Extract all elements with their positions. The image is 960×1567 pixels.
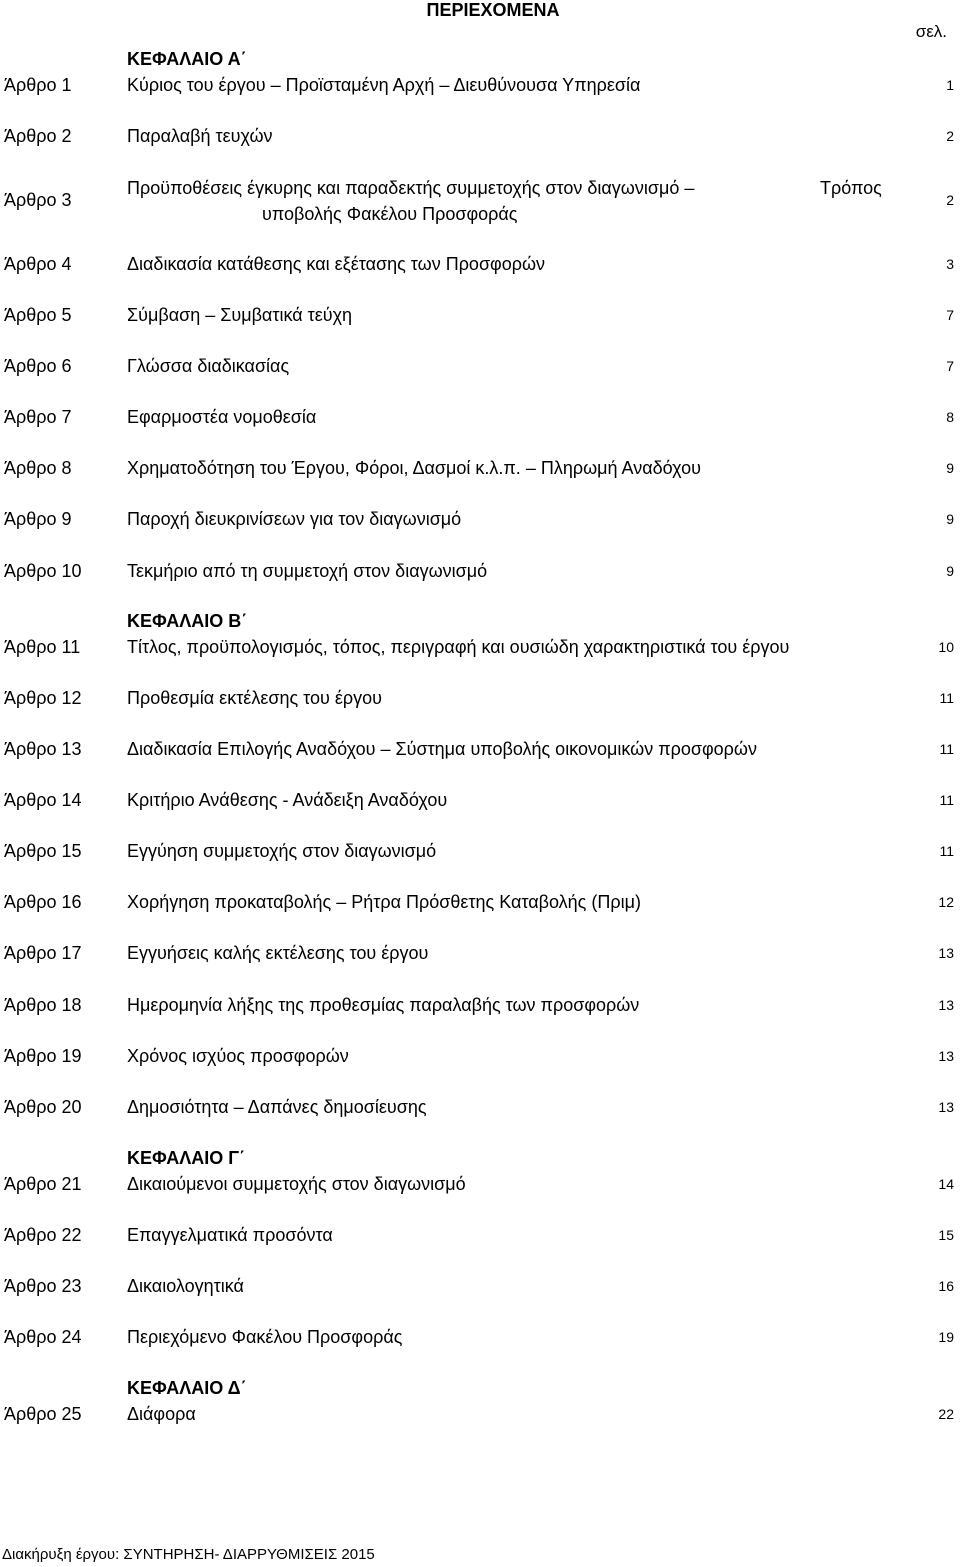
page-number: 22: [938, 1406, 954, 1422]
chapter-heading: ΚΕΦΑΛΑΙΟ Β΄: [127, 611, 248, 631]
article-title: Γλώσσα διαδικασίας: [127, 356, 290, 376]
article-title: Προθεσμία εκτέλεσης του έργου: [127, 688, 382, 708]
page-number: 12: [938, 894, 954, 910]
article-number: Άρθρο 16: [4, 892, 82, 912]
article-title: Διαδικασία Επιλογής Αναδόχου – Σύστημα υποβολής οικονομικών προσφορών: [127, 739, 757, 759]
page-title: ΠΕΡΙΕΧΟΜΕΝΑ: [426, 0, 560, 20]
page-number: 11: [939, 741, 954, 757]
page-number: 9: [946, 460, 954, 476]
page-number: 15: [938, 1227, 954, 1243]
article-title: Εγγύηση συμμετοχής στον διαγωνισμό: [127, 841, 437, 861]
article-number: Άρθρο 22: [4, 1225, 82, 1245]
article-number: Άρθρο 14: [4, 790, 82, 810]
chapter-heading: ΚΕΦΑΛΑΙΟ Δ΄: [127, 1378, 247, 1398]
article-title: Εγγυήσεις καλής εκτέλεσης του έργου: [127, 943, 429, 963]
article-number: Άρθρο 8: [4, 458, 72, 478]
article-number: Άρθρο 2: [4, 126, 72, 146]
article-title: Παροχή διευκρινίσεων για τον διαγωνισμό: [127, 509, 462, 529]
article-title: Παραλαβή τευχών: [127, 126, 273, 146]
article-number: Άρθρο 11: [4, 637, 81, 657]
page-number: 11: [939, 843, 954, 859]
page-number: 19: [938, 1329, 954, 1345]
page-number: 10: [938, 639, 954, 655]
page-number: 13: [938, 1099, 954, 1115]
article-number: Άρθρο 7: [4, 407, 72, 427]
article-title: Περιεχόμενο Φακέλου Προσφοράς: [127, 1327, 403, 1347]
page-number: 1: [946, 77, 954, 93]
article-title: Χρηματοδότηση του Έργου, Φόροι, Δασμοί κ.λ.π. – Πληρωμή Αναδόχου: [127, 458, 701, 478]
page-number: 3: [946, 256, 954, 272]
article-number: Άρθρο 3: [4, 190, 72, 210]
page-column-label: σελ.: [915, 22, 947, 41]
article-number: Άρθρο 15: [4, 841, 82, 861]
article-number: Άρθρο 1: [4, 75, 72, 95]
page-number: 13: [938, 945, 954, 961]
chapter-heading: ΚΕΦΑΛΑΙΟ Α΄: [127, 49, 247, 69]
article-number: Άρθρο 9: [4, 509, 72, 529]
article-title: Τεκμήριο από τη συμμετοχή στον διαγωνισμό: [127, 561, 488, 581]
article-title: Διαδικασία κατάθεσης και εξέτασης των Προσφορών: [127, 254, 546, 274]
article-title: Προϋποθέσεις έγκυρης και παραδεκτής συμμετοχής στον διαγωνισμό –: [127, 178, 695, 198]
article-title: Εφαρμοστέα νομοθεσία: [127, 407, 317, 427]
article-number: Άρθρο 12: [4, 688, 82, 708]
article-number: Άρθρο 21: [4, 1174, 82, 1194]
page-number: 2: [946, 128, 954, 144]
page-number: 9: [946, 511, 954, 527]
page-number: 11: [939, 792, 954, 808]
article-number: Άρθρο 17: [4, 943, 82, 963]
article-title: Δημοσιότητα – Δαπάνες δημοσίευσης: [127, 1097, 427, 1117]
article-number: Άρθρο 6: [4, 356, 72, 376]
page-number: 7: [946, 358, 954, 374]
article-title-continuation: Τρόπος: [820, 178, 882, 198]
page-number: 13: [938, 997, 954, 1013]
article-number: Άρθρο 19: [4, 1046, 82, 1066]
article-title: Διάφορα: [127, 1404, 196, 1424]
article-number: Άρθρο 20: [4, 1097, 82, 1117]
article-title: Χορήγηση προκαταβολής – Ρήτρα Πρόσθετης Καταβολής (Πριμ): [127, 892, 641, 912]
article-number: Άρθρο 23: [4, 1276, 82, 1296]
page-number: 13: [938, 1048, 954, 1064]
article-title: Χρόνος ισχύος προσφορών: [127, 1046, 349, 1066]
article-title: Τίτλος, προϋπολογισμός, τόπος, περιγραφή και ουσιώδη χαρακτηριστικά του έργου: [127, 637, 790, 657]
page-number: 9: [946, 563, 954, 579]
article-number: Άρθρο 24: [4, 1327, 82, 1347]
article-title: Σύμβαση – Συμβατικά τεύχη: [127, 305, 353, 325]
article-number: Άρθρο 10: [4, 561, 82, 581]
article-title: Ημερομηνία λήξης της προθεσμίας παραλαβής των προσφορών: [127, 995, 640, 1015]
article-number: Άρθρο 4: [4, 254, 72, 274]
article-number: Άρθρο 18: [4, 995, 82, 1015]
article-title: Δικαιολογητικά: [127, 1276, 244, 1296]
page-footer: Διακήρυξη έργου: ΣΥΝΤΗΡΗΣΗ- ΔΙΑΡΡΥΘΜΙΣΕΙΣ 2015: [2, 1546, 375, 1563]
chapter-heading: ΚΕΦΑΛΑΙΟ Γ΄: [127, 1148, 246, 1168]
article-title: Δικαιούμενοι συμμετοχής στον διαγωνισμό: [127, 1174, 466, 1194]
article-title: Επαγγελματικά προσόντα: [127, 1225, 333, 1245]
article-number: Άρθρο 25: [4, 1404, 82, 1424]
article-title: Κύριος του έργου – Προϊσταμένη Αρχή – Διευθύνουσα Υπηρεσία: [127, 75, 641, 95]
page-number: 7: [946, 307, 954, 323]
page-number: 16: [938, 1278, 954, 1294]
article-number: Άρθρο 5: [4, 305, 72, 325]
article-number: Άρθρο 13: [4, 739, 82, 759]
article-title: Κριτήριο Ανάθεσης - Ανάδειξη Αναδόχου: [127, 790, 448, 810]
page-number: 8: [946, 409, 954, 425]
article-title-line2: υποβολής Φακέλου Προσφοράς: [262, 204, 518, 224]
page-number: 14: [938, 1176, 954, 1192]
page-number: 11: [939, 690, 954, 706]
page-number: 2: [946, 192, 954, 208]
